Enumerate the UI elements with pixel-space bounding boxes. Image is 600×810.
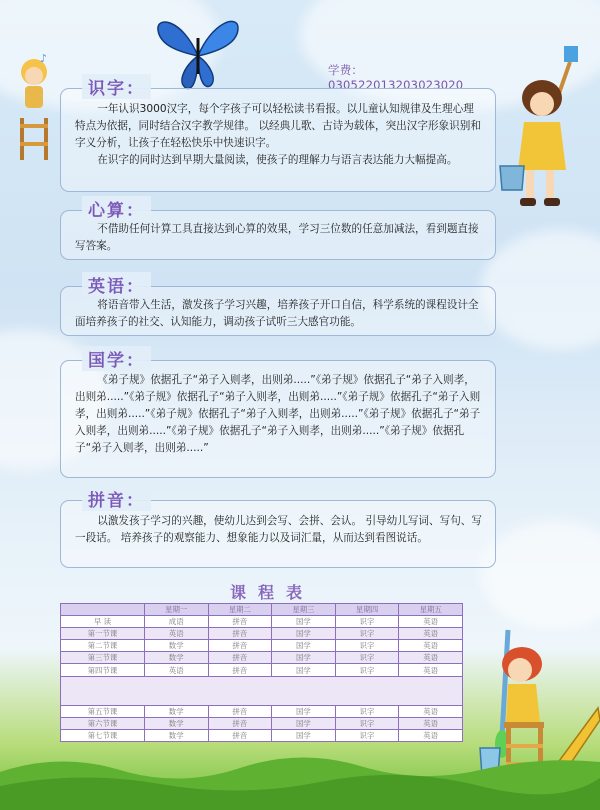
schedule-cell: 英语 [399, 664, 463, 676]
section-literacy [60, 74, 496, 190]
schedule-cell: 国学 [272, 652, 336, 664]
literacy-paragraph-1: 一年认识3000汉字，每个字孩子可以轻松读书看报。以儿童认知规律及生理心理特点为依据，同时结合汉字教学规律。 以经典儿歌、古诗为载体，突出汉字形象识别和字义分析，让孩子在轻松快乐中快速识字。 [75, 103, 481, 149]
section-title-english: 英语： [82, 272, 151, 297]
schedule-cell: 拼音 [208, 616, 272, 628]
section-chinese-classics [60, 346, 496, 476]
schedule-row [61, 628, 463, 640]
schedule-cell: 识字 [335, 729, 399, 741]
schedule-cell: 英语 [144, 664, 208, 676]
schedule-cell: 数学 [144, 640, 208, 652]
schedule-cell: 识字 [335, 705, 399, 717]
section-title-chinese-classics: 国学： [82, 346, 151, 371]
schedule-header-row [61, 604, 463, 616]
schedule-row [61, 729, 463, 741]
boy-on-ladder-icon [10, 50, 62, 162]
schedule-cell: 数学 [144, 729, 208, 741]
schedule-row [61, 717, 463, 729]
schedule-cell: 拼音 [208, 628, 272, 640]
schedule-table [60, 603, 463, 742]
schedule-cell: 拼音 [208, 652, 272, 664]
schedule-cell: 国学 [272, 628, 336, 640]
schedule-cell: 拼音 [208, 664, 272, 676]
schedule-cell: 拼音 [208, 640, 272, 652]
schedule-cell: 英语 [399, 705, 463, 717]
schedule-header-cell: 星期三 [272, 604, 336, 616]
schedule-row [61, 652, 463, 664]
schedule-header-cell: 星期二 [208, 604, 272, 616]
schedule-title: 课程表 [230, 583, 315, 602]
section-box-literacy [60, 88, 496, 192]
section-title-mental-math: 心算： [82, 196, 151, 221]
schedule-break-cell [61, 676, 463, 705]
schedule-cell: 第七节课 [61, 729, 145, 741]
section-mental-math [60, 196, 496, 256]
section-title-pinyin: 拼音： [82, 486, 151, 511]
literacy-paragraph-2: 在识字的同时达到早期大量阅读，使孩子的理解力与语言表达能力大幅提高。 [97, 154, 458, 166]
schedule-row [61, 616, 463, 628]
schedule-cell: 数学 [144, 705, 208, 717]
schedule-cell: 英语 [399, 616, 463, 628]
schedule-cell: 国学 [272, 729, 336, 741]
schedule-cell: 拼音 [208, 729, 272, 741]
section-pinyin [60, 486, 496, 568]
schedule-cell: 识字 [335, 616, 399, 628]
schedule-cell: 早 读 [61, 616, 145, 628]
girl-painting-icon [494, 40, 594, 212]
cloud-decoration [480, 230, 600, 350]
schedule-header-cell: 星期四 [335, 604, 399, 616]
schedule-cell: 数学 [144, 717, 208, 729]
schedule-break-row [61, 676, 463, 705]
schedule-cell: 第一节课 [61, 628, 145, 640]
schedule-cell: 识字 [335, 717, 399, 729]
schedule-cell: 英语 [399, 652, 463, 664]
section-english [60, 272, 496, 334]
schedule-row [61, 640, 463, 652]
english-paragraph: 将语音带入生活，激发孩子学习兴趣，培养孩子开口自信，科学系统的课程设计全面培养孩子的社交、认知能力，调动孩子试听三大感官功能。 [75, 299, 479, 328]
schedule-cell: 第五节课 [61, 705, 145, 717]
tuition-fee-text: 学费：030522013203023020 [328, 63, 464, 92]
schedule-cell: 第三节课 [61, 652, 145, 664]
schedule-row [61, 664, 463, 676]
schedule-cell: 第二节课 [61, 640, 145, 652]
schedule-header-cell: 星期五 [399, 604, 463, 616]
schedule-row [61, 705, 463, 717]
schedule-cell: 国学 [272, 717, 336, 729]
schedule-cell: 识字 [335, 628, 399, 640]
schedule-header-cell [61, 604, 145, 616]
schedule-cell: 英语 [399, 640, 463, 652]
schedule-cell: 数学 [144, 652, 208, 664]
section-title-literacy: 识字： [82, 74, 151, 99]
chinese-classics-paragraph: 《弟子规》依据孔子“弟子入则孝，出则弟.....”《弟子规》依据孔子“弟子入则孝，出则弟.....”《弟子规》依据孔子“弟子入则孝，出则弟.....”《弟子规》依据孔子“弟子入则孝，出则弟.....”《弟子规》依据孔子“弟子入则孝，出则弟.....”《弟子规》依据孔子“弟子入则孝，出则弟.....”《弟子规》依据孔子“弟子入则孝，出则弟.....”《弟子规》依据孔子“弟子入则孝，出则弟.....” [75, 374, 481, 454]
schedule-cell: 识字 [335, 664, 399, 676]
cloud-decoration [480, 520, 600, 630]
schedule-cell: 成语 [144, 616, 208, 628]
schedule-cell: 英语 [399, 717, 463, 729]
schedule-cell: 国学 [272, 664, 336, 676]
svg-text:♪: ♪ [40, 52, 48, 65]
schedule-cell: 国学 [272, 705, 336, 717]
mental-math-paragraph: 不借助任何计算工具直接达到心算的效果，学习三位数的任意加减法，看到题直接写答案。 [75, 223, 479, 252]
pinyin-paragraph: 以激发孩子学习的兴趣，使幼儿达到会写、会拼、会认。 引导幼儿写词、写句、写一段话。 培养孩子的观察能力、想象能力以及词汇量，从而达到看图说话。 [75, 515, 482, 544]
schedule-cell: 第四节课 [61, 664, 145, 676]
grass-icon [0, 752, 600, 810]
schedule-cell: 英语 [399, 729, 463, 741]
schedule-cell: 英语 [399, 628, 463, 640]
schedule-header-cell: 星期一 [144, 604, 208, 616]
schedule-cell: 英语 [144, 628, 208, 640]
schedule-cell: 识字 [335, 640, 399, 652]
section-box-chinese-classics [60, 360, 496, 478]
schedule-cell: 拼音 [208, 717, 272, 729]
schedule-cell: 识字 [335, 652, 399, 664]
schedule-cell: 拼音 [208, 705, 272, 717]
schedule-cell: 国学 [272, 640, 336, 652]
schedule-cell: 国学 [272, 616, 336, 628]
schedule-cell: 第六节课 [61, 717, 145, 729]
